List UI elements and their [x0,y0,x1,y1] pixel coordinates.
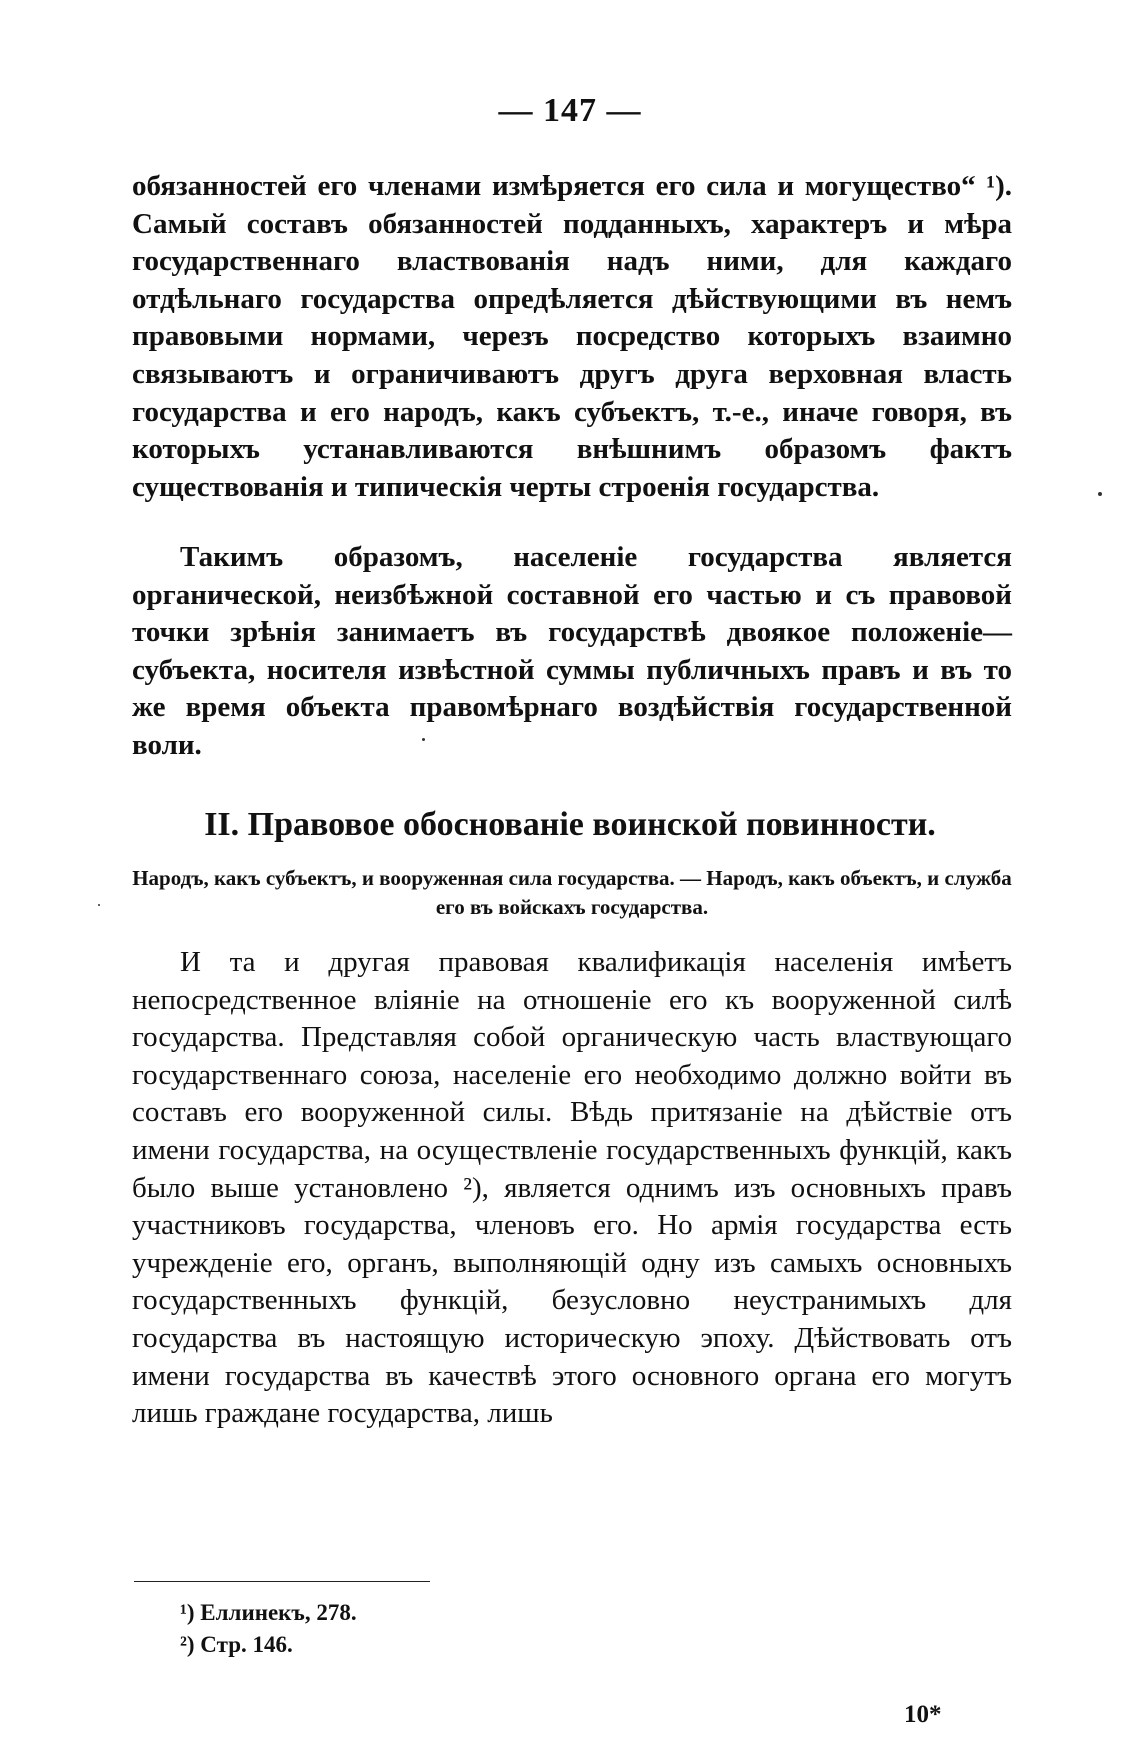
section-heading: II. Правовое обоснованіе воинской повинности. [204,806,936,843]
footnote-1: ¹) Еллинекъ, 278. [180,1600,357,1625]
section-summary: Народъ, какъ субъектъ, и вооруженная сила государства. — Народъ, какъ объектъ, и служба его въ войскахъ государства. [132,866,1012,919]
speck [98,904,100,906]
page-number: — 147 — [498,92,642,129]
speck [422,738,425,741]
speck [1098,492,1102,496]
footnote-divider [134,1581,430,1582]
paragraph-continuation [132,168,1012,506]
paragraph-population [132,539,1012,765]
paragraph-text: Такимъ образомъ, населеніе государства является органической, неизбѣжной составной его частью и съ правовой точки зрѣнія занимаетъ въ государствѣ двоякое положеніе—субъекта, носителя извѣстной суммы публичныхъ правъ и въ то же время объекта правомѣрнаго воздѣйствія государственной воли. [132,541,1012,761]
footnotes [180,1597,357,1661]
paragraph-qualification [132,944,1012,1433]
paragraph-text: обязанностей его членами измѣряется его сила и могущество“ ¹). Самый составъ обязанностей подданныхъ, характеръ и мѣра государственнаго властвованія надъ ними, для каждаго отдѣльнаго государства опредѣляется дѣйствующими въ немъ правовыми нормами, черезъ посредство которыхъ взаимно связываютъ и ограничиваютъ другъ друга верховная власть государства и его народъ, какъ субъектъ, т.-е., иначе говоря, въ которыхъ устанавливаются внѣшнимъ образомъ фактъ существованія и типическія черты строенія государства. [132,170,1012,503]
paragraph-text: И та и другая правовая квалификація населенія имѣетъ непосредственное вліяніе на отношеніе его къ вооруженной силѣ государства. Представляя собой органическую часть властвующаго государственнаго союза, населеніе его необходимо должно войти въ составъ его вооруженной силы. Вѣдь притязаніе на дѣйствіе отъ имени государства, на осуществленіе государственныхъ функцій, какъ было выше установлено ²), является однимъ изъ основныхъ правъ участниковъ государства, членовъ его. Но армія государства есть учрежденіе его, органъ, выполняющій одну изъ самыхъ основныхъ государственныхъ функцій, безусловно неустранимыхъ для государства въ настоящую историческую эпоху. Дѣйствовать отъ имени государства въ качествѣ этого основного органа его могутъ лишь граждане государства, лишь [132,946,1012,1430]
footnote-2: ²) Стр. 146. [180,1632,293,1657]
printer-signature-mark: 10* [904,1701,942,1728]
